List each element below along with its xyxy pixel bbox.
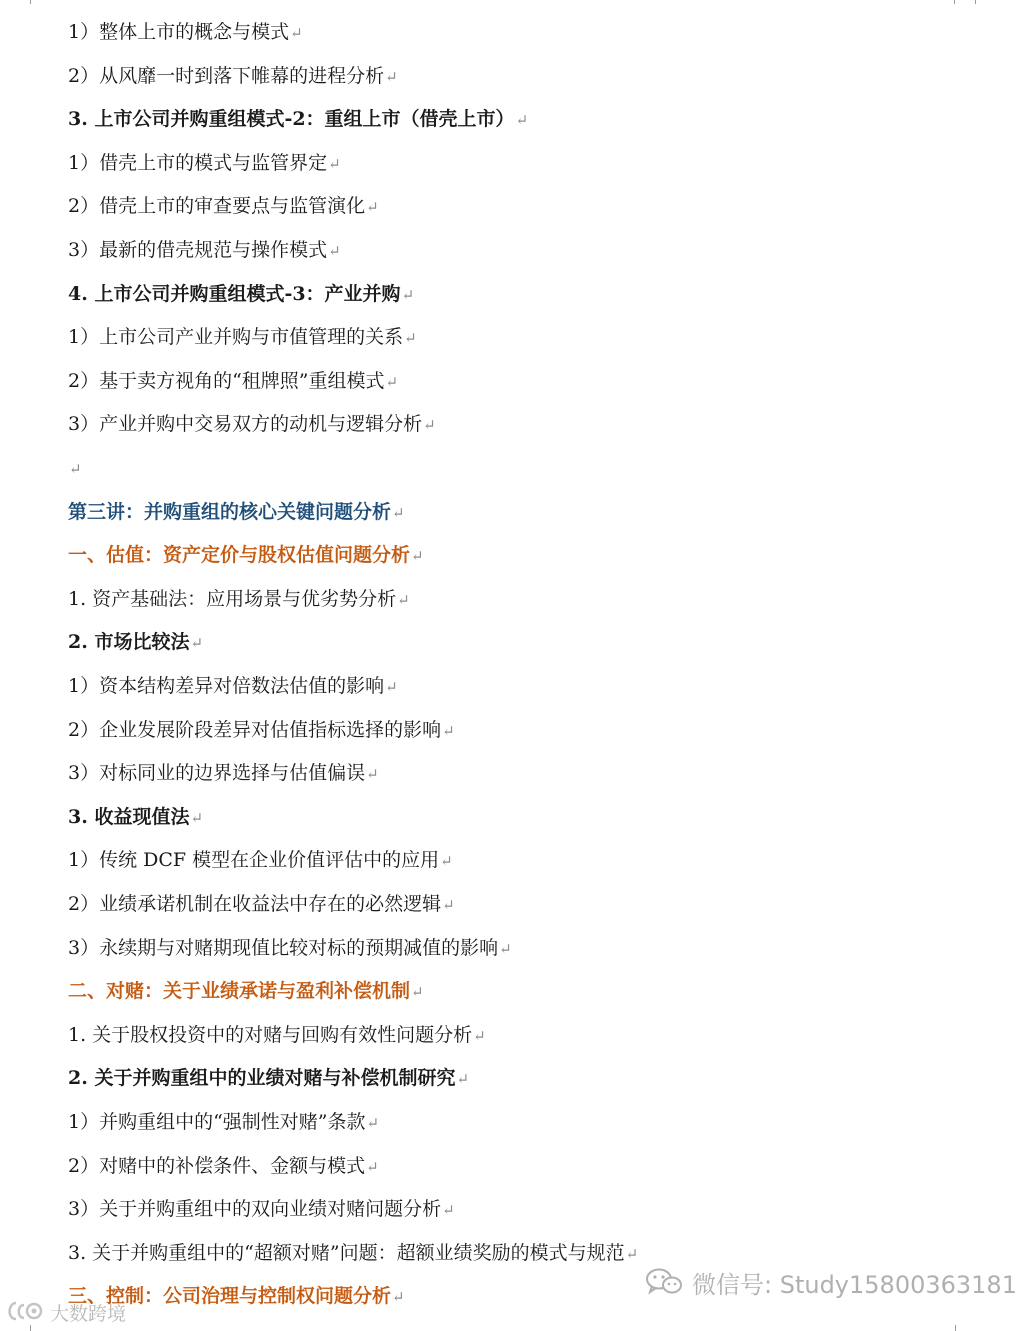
line-text: 1）借壳上市的模式与监管界定: [68, 151, 328, 174]
wechat-icon: [644, 1267, 684, 1297]
line-text: 1）整体上市的概念与模式: [68, 21, 290, 43]
line-text: 3）永续期与对赌期现值比较对标的预期减值的影响: [68, 936, 499, 959]
paragraph-mark-icon: ↵: [442, 896, 455, 914]
paragraph-mark-icon: ↵: [392, 503, 405, 522]
paragraph-mark-icon: ↵: [190, 808, 204, 827]
paragraph-mark-icon: ↵: [366, 198, 379, 217]
paragraph-mark-icon: ↵: [385, 678, 398, 696]
line-text: 2. 关于并购重组中的业绩对赌与补偿机制研究: [68, 1067, 456, 1090]
paragraph-mark-icon: ↵: [366, 765, 379, 784]
text-line: [68, 1023, 486, 1047]
text-line: [68, 1066, 469, 1090]
paragraph-mark-icon: ↵: [442, 721, 455, 740]
paragraph-mark-icon: ↵: [473, 1026, 486, 1045]
paragraph-mark-icon: ↵: [515, 111, 529, 130]
text-line: [68, 674, 398, 698]
brand-watermark-text: 大数跨境: [50, 1302, 127, 1325]
line-text: 3. 上市公司并购重组模式-2：重组上市（借壳上市）: [68, 108, 515, 131]
text-line: [68, 107, 528, 131]
paragraph-mark-icon: ↵: [401, 285, 415, 304]
line-text: 1）传统 DCF 模型在企业价值评估中的应用: [68, 849, 440, 872]
line-text: 3）对标同业的边界选择与估值偏误: [68, 762, 366, 785]
line-text: 1）上市公司产业并购与市值管理的关系: [68, 326, 404, 349]
crop-mark-bottom-right: [955, 1325, 976, 1331]
text-line: [68, 979, 424, 1003]
paragraph-mark-icon: ↵: [440, 852, 453, 871]
line-text: 三、控制：公司治理与控制权问题分析: [68, 1285, 392, 1308]
text-line: [68, 64, 398, 88]
line-text: 2）从风靡一时到落下帷幕的进程分析: [68, 64, 385, 87]
line-text: 2）对赌中的补偿条件、金额与模式: [68, 1154, 366, 1177]
wechat-id-text: 微信号: Study15800363181: [692, 1270, 1017, 1299]
paragraph-mark-icon: ↵: [328, 154, 341, 173]
text-line: [68, 805, 203, 829]
text-line: [68, 936, 512, 960]
crop-mark-top-left: [0, 0, 31, 4]
text-line: [68, 500, 405, 524]
paragraph-mark-icon: ↵: [190, 634, 204, 653]
line-text: 1）并购重组中的“强制性对赌”条款: [68, 1111, 366, 1133]
crop-mark-top-right: [954, 0, 976, 4]
wechat-watermark: [644, 1265, 1017, 1299]
text-line: [68, 282, 414, 306]
text-line: [68, 718, 455, 742]
paragraph-mark-icon: ↵: [411, 983, 424, 1002]
line-text: 一、估值：资产定价与股权估值问题分析: [68, 544, 411, 567]
paragraph-mark-icon: ↵: [442, 1201, 455, 1220]
paragraph-mark-icon: ↵: [69, 460, 82, 478]
paragraph-mark-icon: ↵: [385, 67, 398, 86]
paragraph-mark-icon: ↵: [385, 372, 399, 391]
line-text: 二、对赌：关于业绩承诺与盈利补偿机制: [68, 980, 411, 1003]
empty-paragraph: [68, 456, 82, 480]
line-text: 1. 资产基础法：应用场景与优劣势分析: [68, 587, 397, 610]
paragraph-mark-icon: ↵: [366, 1157, 379, 1176]
text-line: [68, 1154, 379, 1178]
line-text: 第三讲：并购重组的核心关键问题分析: [68, 500, 392, 523]
text-line: [68, 587, 410, 611]
paragraph-mark-icon: ↵: [411, 547, 424, 566]
paragraph-mark-icon: ↵: [423, 416, 436, 435]
line-text: 3）产业并购中交易双方的动机与逻辑分析: [68, 413, 423, 436]
paragraph-mark-icon: ↵: [625, 1244, 639, 1263]
text-line: [68, 20, 303, 44]
text-line: [68, 151, 341, 175]
text-line: [68, 1241, 638, 1265]
paragraph-mark-icon: ↵: [392, 1288, 405, 1307]
brand-logo-icon: [4, 1299, 46, 1325]
line-text: 2）借壳上市的审查要点与监管演化: [68, 195, 366, 218]
line-text: 4. 上市公司并购重组模式-3：产业并购: [68, 282, 401, 305]
paragraph-mark-icon: ↵: [328, 242, 341, 260]
text-line: [68, 194, 379, 218]
line-text: 2）企业发展阶段差异对估值指标选择的影响: [68, 718, 442, 741]
line-text: 2）业绩承诺机制在收益法中存在的必然逻辑: [68, 893, 442, 915]
text-line: [68, 1197, 455, 1221]
line-text: 3. 关于并购重组中的“超额对赌”问题：超额业绩奖励的模式与规范: [68, 1241, 625, 1264]
text-line: [68, 238, 341, 262]
text-line: [68, 1110, 379, 1134]
text-line: [68, 848, 453, 872]
text-line: [68, 892, 455, 916]
line-text: 3）最新的借壳规范与操作模式: [68, 239, 328, 261]
paragraph-mark-icon: ↵: [366, 1114, 380, 1132]
line-text: 3）关于并购重组中的双向业绩对赌问题分析: [68, 1198, 442, 1221]
paragraph-mark-icon: ↵: [456, 1070, 470, 1089]
text-line: [68, 630, 203, 654]
text-line: [68, 543, 424, 567]
paragraph-mark-icon: ↵: [290, 24, 303, 42]
line-text: 2）基于卖方视角的“租牌照”重组模式: [68, 369, 385, 392]
text-line: [68, 325, 417, 349]
paragraph-mark-icon: ↵: [499, 939, 512, 958]
line-text: 2. 市场比较法: [68, 631, 190, 654]
paragraph-mark-icon: ↵: [404, 329, 417, 348]
paragraph-mark-icon: ↵: [397, 590, 410, 609]
line-text: 1. 关于股权投资中的对赌与回购有效性问题分析: [68, 1023, 473, 1046]
brand-watermark: [4, 1296, 126, 1328]
line-text: 1）资本结构差异对倍数法估值的影响: [68, 675, 385, 697]
line-text: 3. 收益现值法: [68, 805, 190, 828]
text-line: [68, 369, 398, 393]
text-line: [68, 761, 379, 785]
text-line: [68, 412, 436, 436]
